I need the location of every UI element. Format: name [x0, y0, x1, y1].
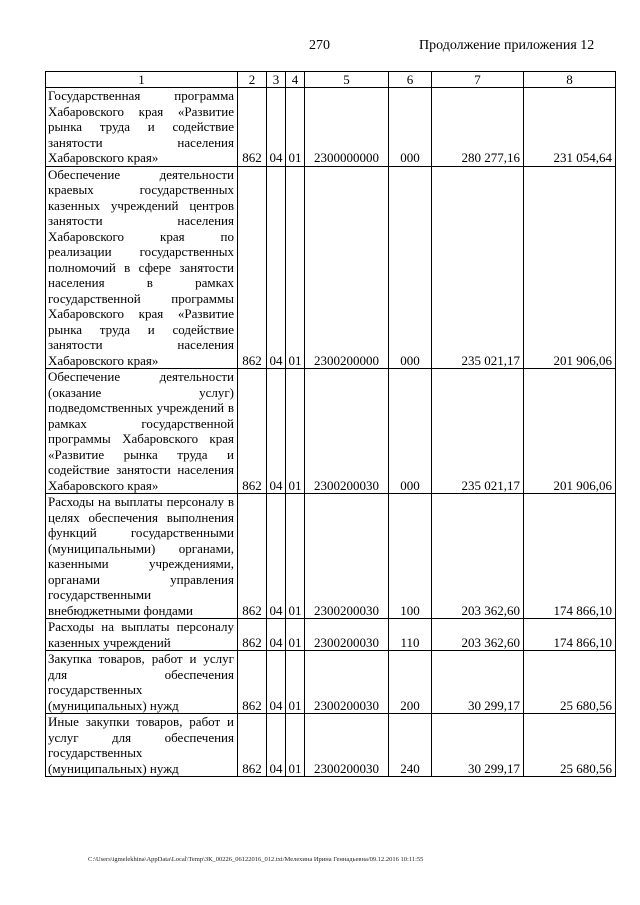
column-header: 5: [305, 72, 389, 88]
amount-col7: 235 021,17: [432, 369, 524, 494]
amount-col8: 174 866,10: [524, 494, 616, 619]
expense-type-code: 000: [389, 166, 432, 369]
amount-col7: 203 362,60: [432, 494, 524, 619]
section-code: 04: [267, 369, 286, 494]
section-code: 04: [267, 166, 286, 369]
column-header: 7: [432, 72, 524, 88]
amount-col8: 25 680,56: [524, 651, 616, 714]
amount-col7: 30 299,17: [432, 651, 524, 714]
expense-type-code: 000: [389, 369, 432, 494]
target-article-code: 2300200030: [305, 494, 389, 619]
column-header: 1: [46, 72, 238, 88]
column-header: 2: [238, 72, 267, 88]
appendix-label: Продолжение приложения 12: [419, 38, 595, 53]
expense-type-code: 240: [389, 714, 432, 777]
subsection-code: 01: [286, 166, 305, 369]
row-name: Закупка товаров, работ и услуг для обеспечения государственных (муниципальных) нужд: [46, 651, 238, 714]
column-header: 3: [267, 72, 286, 88]
amount-col8: 201 906,06: [524, 369, 616, 494]
subsection-code: 01: [286, 651, 305, 714]
table-row: [46, 619, 616, 651]
table-header-row: [46, 72, 616, 88]
ministry-code: 862: [238, 494, 267, 619]
budget-table: [45, 71, 616, 777]
table-row: [46, 651, 616, 714]
row-name: Расходы на выплаты персоналу казенных учреждений: [46, 619, 238, 651]
target-article-code: 2300000000: [305, 88, 389, 167]
amount-col8: 231 054,64: [524, 88, 616, 167]
amount-col8: 174 866,10: [524, 619, 616, 651]
target-article-code: 2300200030: [305, 651, 389, 714]
expense-type-code: 110: [389, 619, 432, 651]
ministry-code: 862: [238, 88, 267, 167]
table-row: [46, 494, 616, 619]
table-row: [46, 88, 616, 167]
column-header: 8: [524, 72, 616, 88]
section-code: 04: [267, 651, 286, 714]
ministry-code: 862: [238, 369, 267, 494]
ministry-code: 862: [238, 166, 267, 369]
amount-col7: 235 021,17: [432, 166, 524, 369]
subsection-code: 01: [286, 369, 305, 494]
section-code: 04: [267, 619, 286, 651]
amount-col7: 280 277,16: [432, 88, 524, 167]
target-article-code: 2300200030: [305, 714, 389, 777]
table-row: [46, 714, 616, 777]
target-article-code: 2300200030: [305, 619, 389, 651]
row-name: Иные закупки товаров, работ и услуг для обеспечения государственных (муниципальных) нужд: [46, 714, 238, 777]
expense-type-code: 100: [389, 494, 432, 619]
amount-col7: 203 362,60: [432, 619, 524, 651]
expense-type-code: 200: [389, 651, 432, 714]
ministry-code: 862: [238, 651, 267, 714]
amount-col8: 25 680,56: [524, 714, 616, 777]
section-code: 04: [267, 88, 286, 167]
expense-type-code: 000: [389, 88, 432, 167]
table-row: [46, 369, 616, 494]
row-name: Обеспечение деятельности краевых государственных казенных учреждений центров занятости населения Хабаровского края по реализации государственных полномочий в сфере занятости населения в рамках государственной программы Хабаровского края «Развитие рынка труда и содействие занятости населения Хабаровского края»: [46, 166, 238, 369]
table-row: [46, 166, 616, 369]
row-name: Расходы на выплаты персоналу в целях обеспечения выполнения функций государственными (муниципальными) органами, казенными учреждениями, органами управления государственными внебюджетными фондами: [46, 494, 238, 619]
ministry-code: 862: [238, 619, 267, 651]
amount-col8: 201 906,06: [524, 166, 616, 369]
row-name: Государственная программа Хабаровского края «Развитие рынка труда и содействие занятости населения Хабаровского края»: [46, 88, 238, 167]
ministry-code: 862: [238, 714, 267, 777]
section-code: 04: [267, 714, 286, 777]
subsection-code: 01: [286, 88, 305, 167]
subsection-code: 01: [286, 494, 305, 619]
target-article-code: 2300200030: [305, 369, 389, 494]
column-header: 6: [389, 72, 432, 88]
subsection-code: 01: [286, 619, 305, 651]
column-header: 4: [286, 72, 305, 88]
section-code: 04: [267, 494, 286, 619]
page-number: 270: [309, 38, 330, 53]
row-name: Обеспечение деятельности (оказание услуг) подведомственных учреждений в рамках государственной программы Хабаровского края «Развитие рынка труда и содействие занятости населения Хабаровского края»: [46, 369, 238, 494]
subsection-code: 01: [286, 714, 305, 777]
amount-col7: 30 299,17: [432, 714, 524, 777]
file-path-footer: C:\Users\igmelekhina\AppData\Local\Temp\ЗК_00226_06122016_012.txt/Мелехина Ирина Геннадьевна/09.12.2016 10:11:55: [88, 856, 424, 863]
target-article-code: 2300200000: [305, 166, 389, 369]
